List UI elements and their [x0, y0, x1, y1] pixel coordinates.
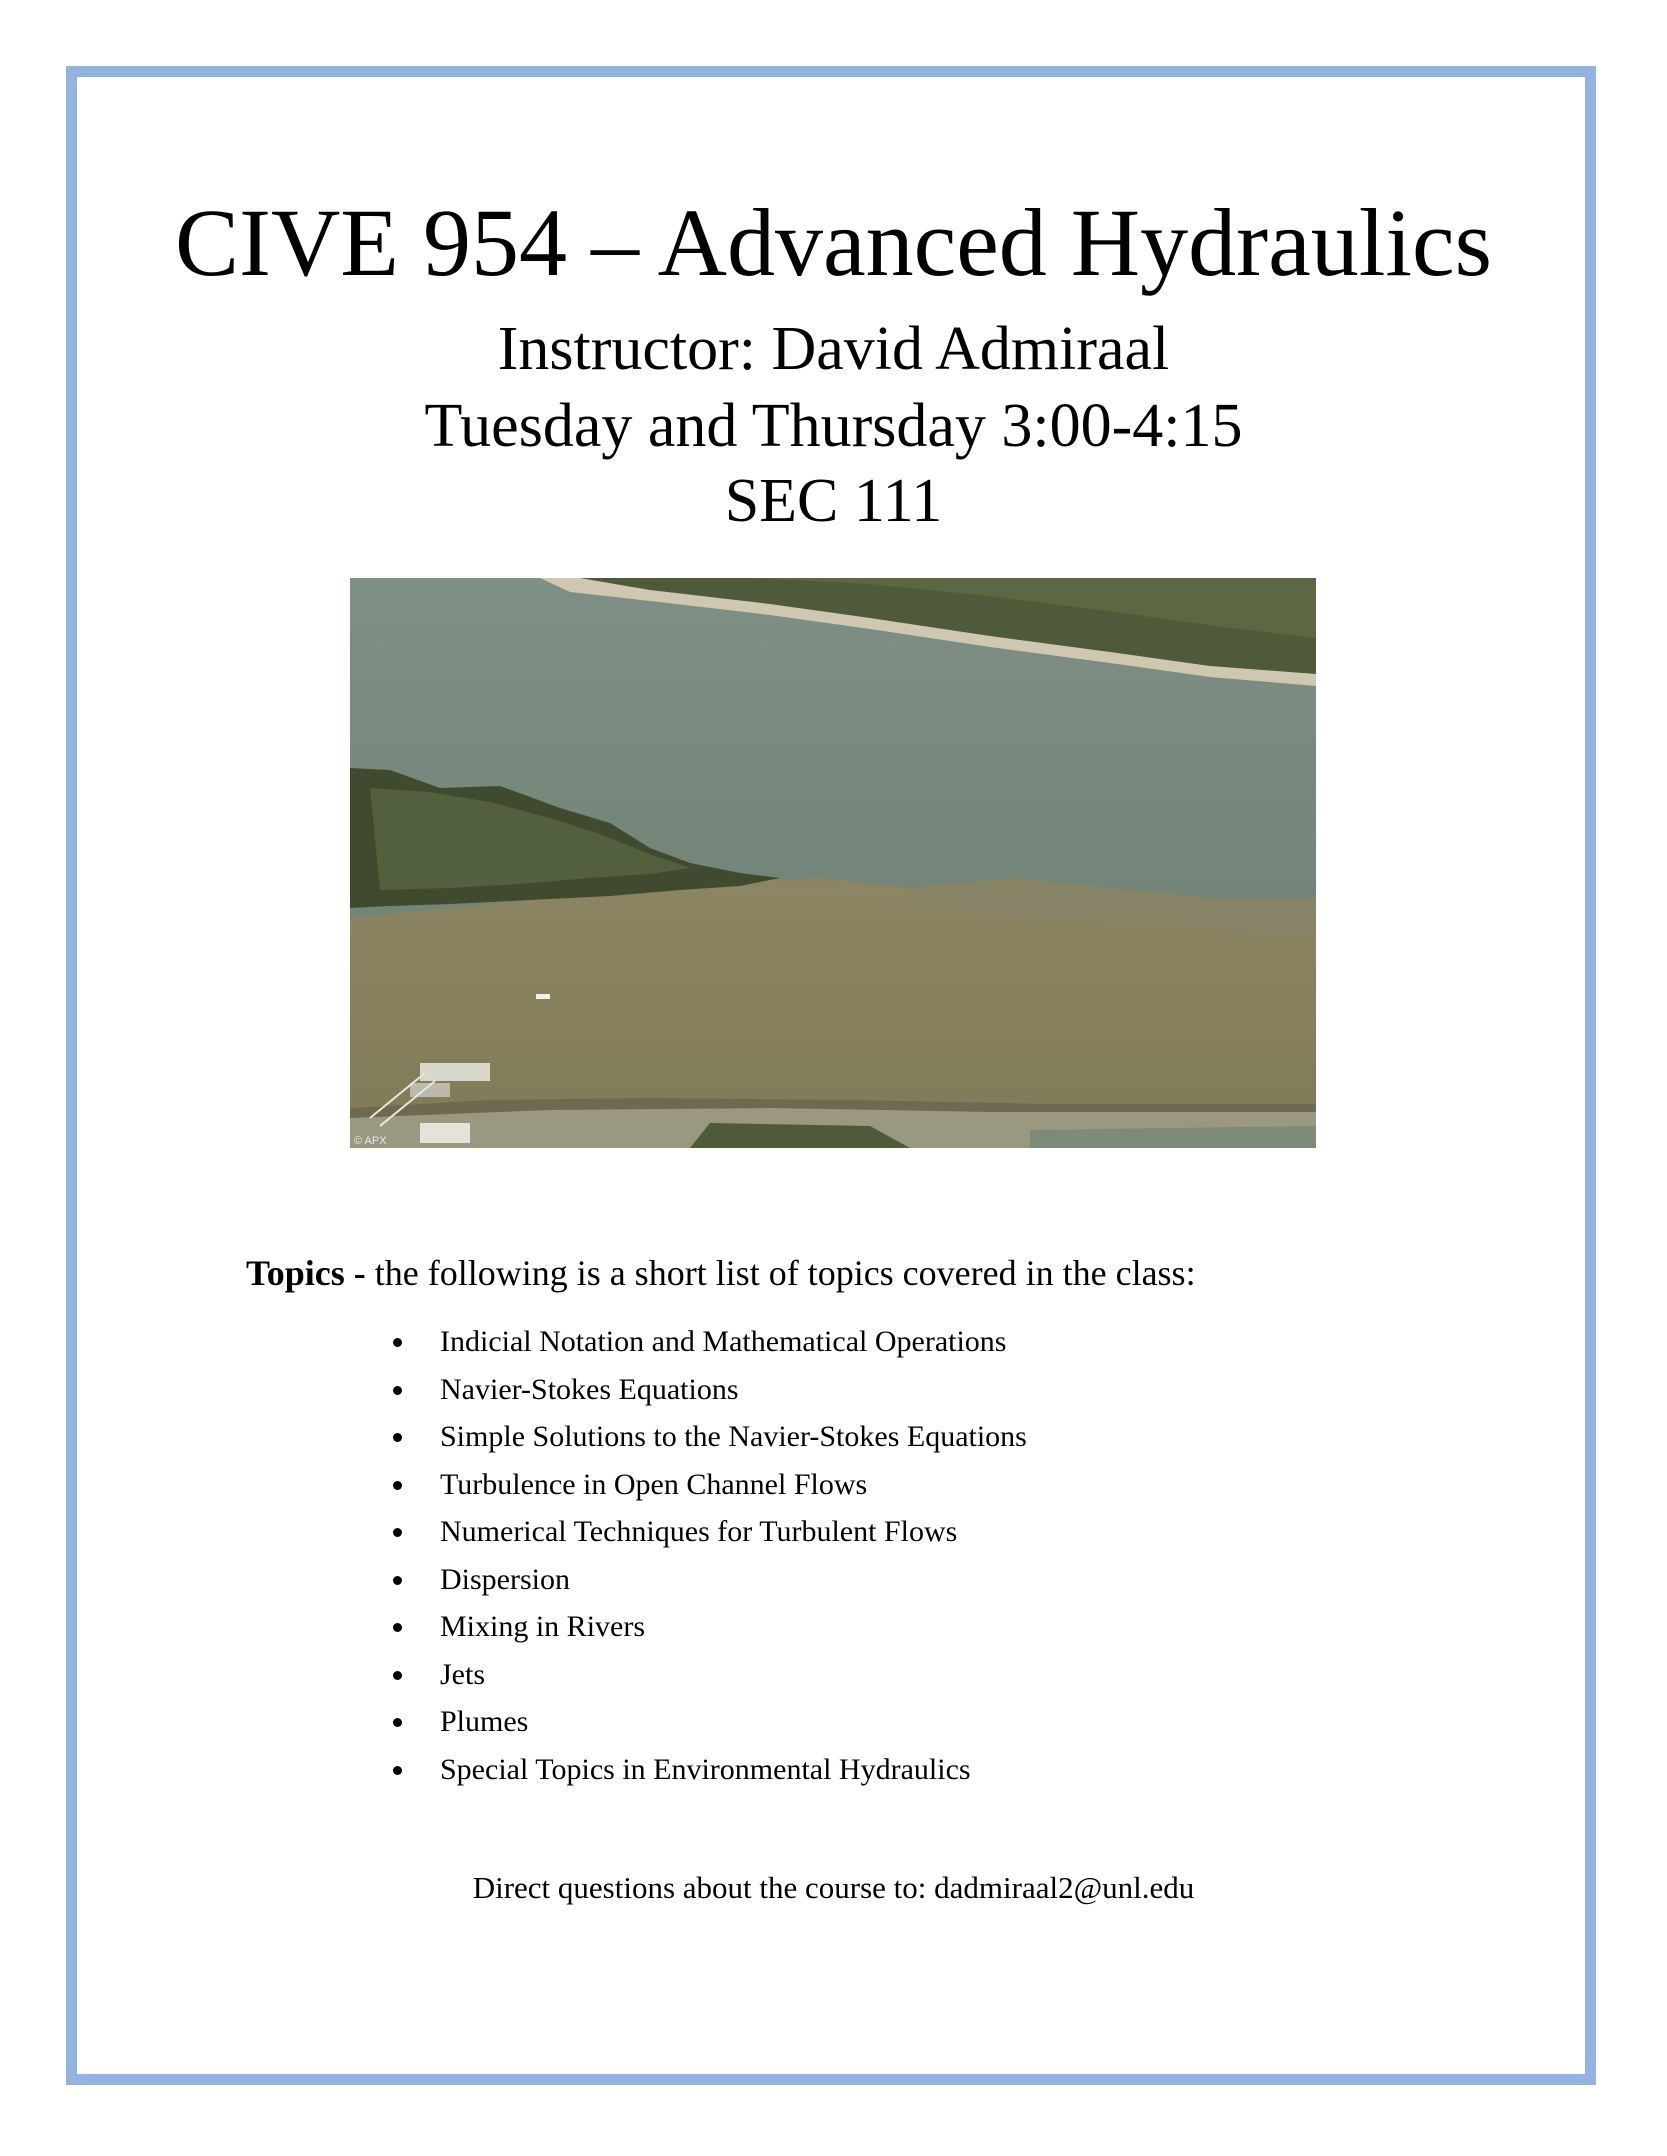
topics-label: Topics - — [246, 1253, 366, 1293]
bullet-icon — [393, 1386, 402, 1395]
list-item — [390, 1657, 1027, 1708]
course-title: CIVE 954 – Advanced Hydraulics — [174, 189, 1493, 296]
bullet-icon — [393, 1528, 402, 1537]
bullet-icon — [393, 1481, 402, 1490]
bullet-icon — [393, 1766, 402, 1775]
list-item — [390, 1422, 1027, 1470]
instructor-line: Instructor: David Admiraal — [497, 315, 1170, 383]
bullet-icon — [393, 1433, 402, 1442]
schedule-line: Tuesday and Thursday 3:00-4:15 — [424, 392, 1243, 460]
topic-text: Plumes — [440, 1705, 529, 1738]
bullet-icon — [393, 1576, 402, 1585]
list-item — [390, 1372, 1027, 1423]
list-item — [390, 1517, 1027, 1565]
list-item — [390, 1707, 1027, 1755]
topic-list — [390, 1327, 1027, 1802]
contact-line: Direct questions about the course to: dadmiraal2@unl.edu — [472, 1870, 1195, 1905]
list-item — [390, 1752, 1027, 1803]
bullet-icon — [393, 1623, 402, 1632]
topic-text: Simple Solutions to the Navier-Stokes Equations — [440, 1420, 1027, 1453]
topic-text: Turbulence in Open Channel Flows — [440, 1467, 868, 1501]
list-item — [390, 1612, 1027, 1660]
topic-text: Jets — [440, 1657, 485, 1691]
topic-text: Dispersion — [440, 1562, 570, 1596]
topic-text: Special Topics in Environmental Hydraulics — [440, 1752, 971, 1786]
topics-intro-text: the following is a short list of topics covered in the class: — [365, 1253, 1196, 1293]
list-item — [390, 1562, 1027, 1613]
river-confluence-photo — [350, 578, 1316, 1148]
bullet-icon — [393, 1718, 402, 1727]
bullet-icon — [393, 1671, 402, 1680]
photo-watermark: © APX — [354, 1135, 387, 1147]
room-line: SEC 111 — [724, 467, 943, 535]
topic-text: Indicial Notation and Mathematical Operations — [440, 1325, 1007, 1358]
bullet-icon — [393, 1338, 402, 1347]
list-item — [390, 1467, 1027, 1518]
topics-intro — [246, 1255, 1196, 1291]
topic-text: Numerical Techniques for Turbulent Flows — [440, 1515, 958, 1548]
topic-text: Mixing in Rivers — [440, 1610, 646, 1643]
topic-text: Navier-Stokes Equations — [440, 1372, 739, 1406]
list-item — [390, 1327, 1027, 1375]
